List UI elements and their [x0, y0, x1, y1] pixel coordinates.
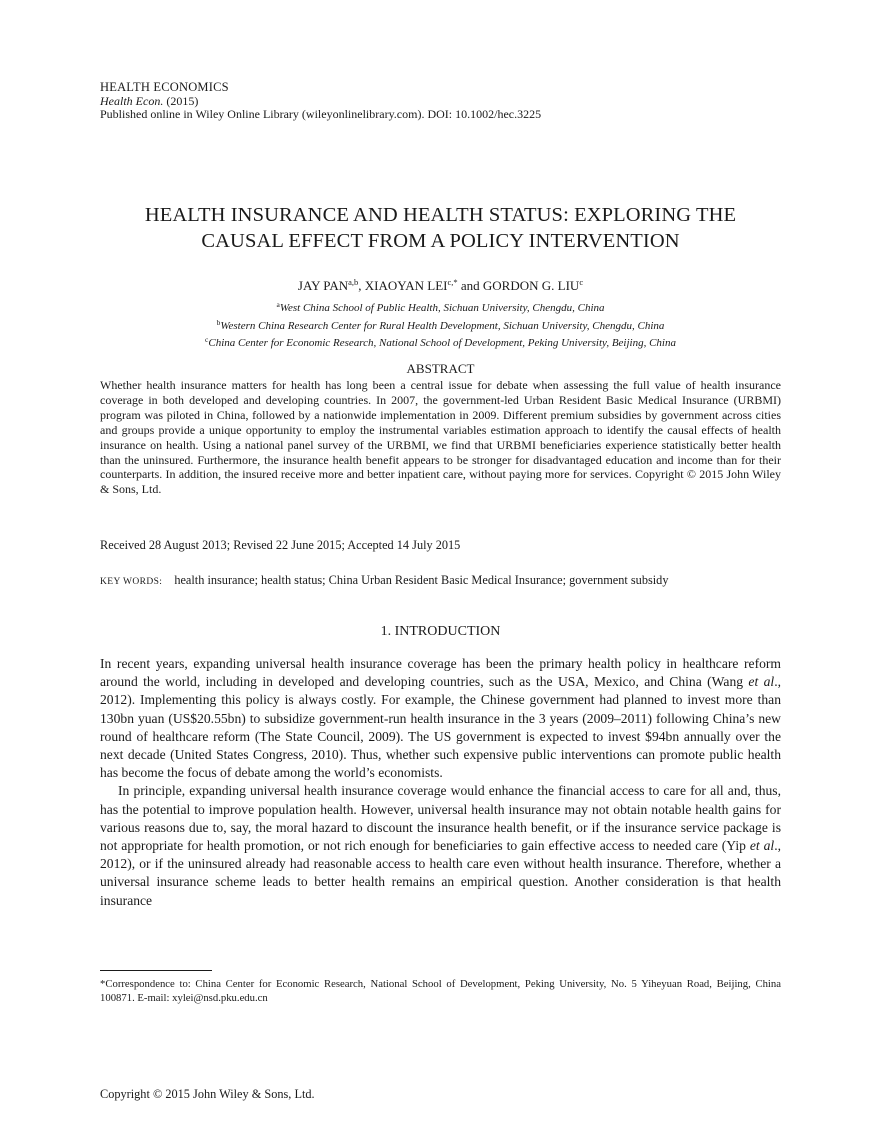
et-al-italic: et al — [749, 838, 775, 854]
journal-citation — [100, 95, 541, 109]
keywords-text: health insurance; health status; China Urban Resident Basic Medical Insurance; government subsidy — [174, 573, 669, 587]
affiliation — [100, 333, 781, 351]
author-separator: , — [358, 278, 365, 293]
paragraph-text: In recent years, expanding universal health insurance coverage has been the primary health policy in healthcare reform around the world, including in developed and developing countries, such as the USA, Mexico, and China (Wang — [100, 656, 781, 690]
affiliations — [100, 298, 781, 351]
received-dates: Received 28 August 2013; Revised 22 June 2015; Accepted 14 July 2015 — [100, 538, 461, 552]
journal-year: (2015) — [163, 93, 199, 108]
abstract-heading: ABSTRACT — [406, 361, 475, 376]
abstract-text: Whether health insurance matters for health has long been a central issue for debate when assessing the full value of health insurance coverage in both developed and developing countries. In 2007, the government-led Urban Resident Basic Medical Insurance (URBMI) program was piloted in China, followed by a nationwide implementation in 2009. Different premium subsidies by government across cities and groups provide a unique opportunity to employ the instrumental variables estimation approach to identify the causal effects of health insurance on health. Using a national panel survey of the URBMI, we find that URBMI beneficiaries experience statistically better health than the uninsured. Furthermore, the insurance health benefit appears to be stronger for disadvantaged education and income than for their counterparts. In addition, the insured receive more and better inpatient care, without paying more for services. Copyright © 2015 John Wiley & Sons, Ltd. — [100, 378, 781, 497]
paragraph-text: ., 2012). Implementing this policy is always costly. For example, the Chinese government had planned to invest more than 130bn yuan (US$20.55bn) to subsidize government-run health insurance in the 3 years (2009–2011) following China’s new round of healthcare reform (The State Council, 2009). The US government is expected to invest $94bn annually over the next decade (United States Congress, 2010). Thus, whether such expensive public interventions can promote public health has become the focus of debate among the world’s economists. — [100, 674, 781, 781]
affiliation-text: Western China Research Center for Rural Health Development, Sichuan University, Chengdu, China — [220, 319, 665, 332]
title-line-1: HEALTH INSURANCE AND HEALTH STATUS: EXPLORING THE — [144, 204, 737, 226]
affiliation — [100, 316, 781, 334]
journal-name: HEALTH ECONOMICS — [100, 80, 229, 94]
paragraph — [100, 655, 781, 782]
author-affil-marker: a,b — [348, 277, 359, 287]
journal-abbrev: Health Econ. — [100, 93, 164, 108]
affiliation-marker: c — [205, 335, 209, 344]
paragraph-text: ., 2012), or if the uninsured already had reasonable access to health care even without health insurance. Therefore, whether a universal insurance scheme leads to better health remains an empirical question. Another consideration is that health insurance — [100, 838, 781, 908]
affiliation-marker: b — [216, 317, 221, 327]
author-name: XIAOYAN LEI — [364, 278, 448, 293]
paper-title — [100, 202, 781, 254]
title-line-2: CAUSAL EFFECT FROM A POLICY INTERVENTION — [201, 230, 680, 252]
affiliation-text: West China School of Public Health, Sichuan University, Chengdu, China — [279, 302, 605, 314]
affiliation — [100, 298, 781, 316]
section-heading-introduction: 1. INTRODUCTION — [380, 624, 501, 639]
author-affil-marker: c,* — [447, 277, 458, 287]
paragraph — [100, 782, 781, 909]
author-affil-marker: c — [579, 277, 584, 287]
copyright-footer: Copyright © 2015 John Wiley & Sons, Ltd. — [100, 1087, 315, 1101]
footnote-divider — [100, 970, 212, 971]
author-name: GORDON G. LIU — [482, 278, 580, 293]
paragraph-text: In principle, expanding universal health insurance coverage would enhance the financial access to care for all and, thus, has the potential to improve population health. However, universal health insurance may not obtain notable health gains for various reasons due to, say, the moral hazard to discount the insurance health benefit, or if the insurance service package is not appropriate for health promotion, or not rich enough for beneficiaries to gain effective access to needed care (Yip — [100, 783, 781, 854]
journal-header — [100, 81, 541, 122]
keywords — [100, 573, 668, 588]
author-name: JAY PAN — [297, 278, 349, 293]
correspondence-footnote: *Correspondence to: China Center for Economic Research, National School of Development, Peking University, No. 5 Yiheyuan Road, Beijing, China 100871. E-mail: xylei@nsd.pku.edu.cn — [100, 978, 781, 1004]
affiliation-marker: a — [276, 300, 280, 309]
publication-info: Published online in Wiley Online Library (wileyonlinelibrary.com). DOI: 10.1002/hec.3225 — [100, 107, 542, 121]
affiliation-text: China Center for Economic Research, National School of Development, Peking University, Beijing, China — [208, 337, 676, 349]
et-al-italic: et al — [748, 674, 775, 690]
author-separator: and — [457, 278, 483, 293]
introduction-body — [100, 655, 781, 910]
author-list — [100, 277, 781, 294]
keywords-label: KEY WORDS: — [100, 577, 163, 587]
